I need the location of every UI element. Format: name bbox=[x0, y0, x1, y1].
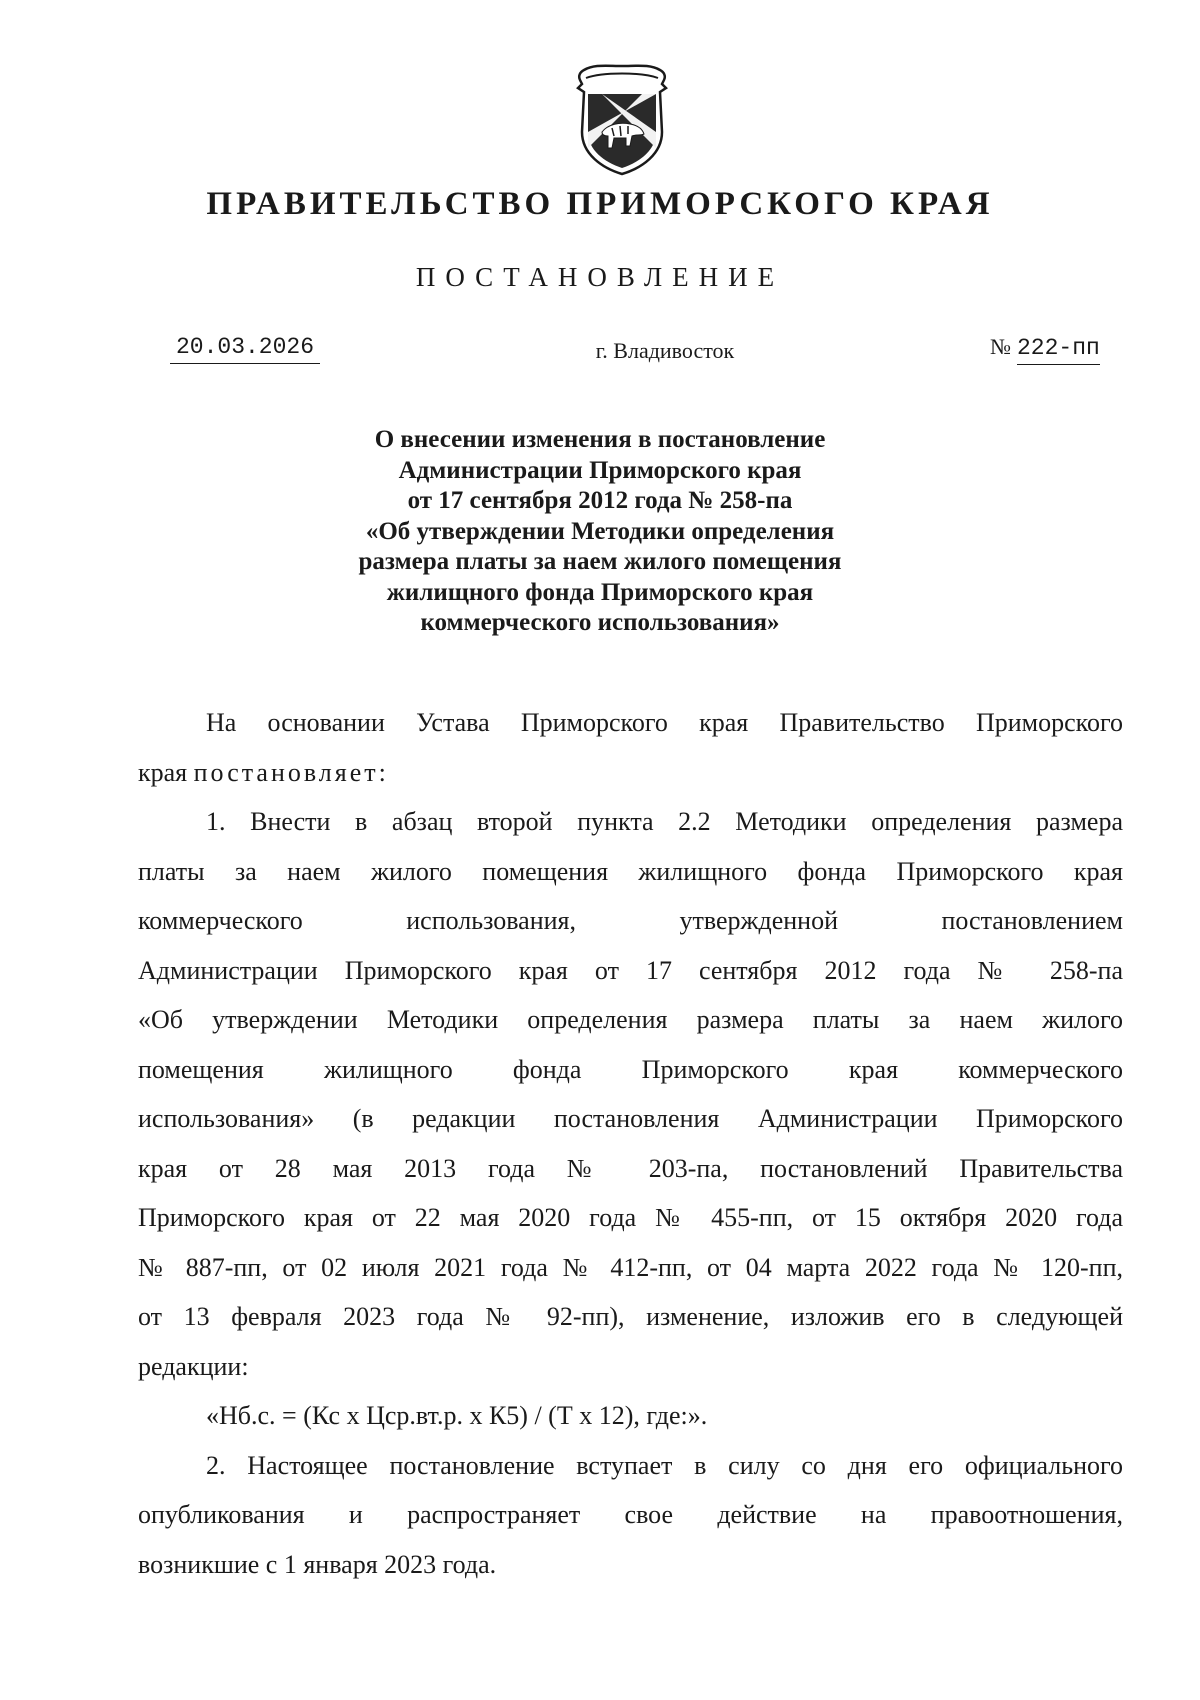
item-1-line: коммерческого использования, утвержденной постановлением bbox=[138, 906, 1123, 935]
subject-line: от 17 сентября 2012 года № 258-па bbox=[407, 487, 793, 514]
subject-line: О внесении изменения в постановление bbox=[374, 426, 826, 453]
item-1-line: «Об утверждении Методики определения размера платы за наем жилого bbox=[138, 1005, 1123, 1034]
item-2-line: возникшие с 1 января 2023 года. bbox=[138, 1549, 497, 1579]
coat-of-arms-emblem bbox=[572, 62, 672, 178]
item-1-line: Администрации Приморского края от 17 сентября 2012 года № 258-па bbox=[138, 955, 1123, 985]
item-1-line: № 887-пп, от 02 июля 2021 года № 412-пп, от 04 марта 2022 года № 120-пп, bbox=[138, 1252, 1123, 1282]
operative-word: постановляет: bbox=[193, 757, 389, 787]
number-sign: № bbox=[990, 334, 1011, 359]
subject-line: размера платы за наем жилого помещения bbox=[358, 548, 842, 575]
item-2-line: опубликования и распространяет свое действие на правоотношения, bbox=[138, 1500, 1123, 1529]
subject-line: «Об утверждении Методики определения bbox=[365, 517, 835, 545]
decree-body bbox=[138, 698, 1123, 1589]
item-1-line: 1. Внести в абзац второй пункта 2.2 Методики определения размера bbox=[206, 807, 1123, 836]
decree-subject bbox=[300, 425, 900, 639]
subject-line: коммерческого использования» bbox=[420, 609, 780, 636]
item-1-line: края от 28 мая 2013 года № 203-па, постановлений Правительства bbox=[138, 1153, 1123, 1183]
item-1-line: использования» (в редакции постановления Администрации Приморского bbox=[138, 1104, 1123, 1133]
item-2-line: 2. Настоящее постановление вступает в силу со дня его официального bbox=[206, 1450, 1123, 1480]
formula-line: «Нб.с. = (Кс х Цср.вт.р. х К5) / (Т х 12), где:». bbox=[206, 1401, 708, 1430]
item-1-line: платы за наем жилого помещения жилищного фонда Приморского края bbox=[138, 856, 1123, 886]
item-1-line: редакции: bbox=[138, 1351, 249, 1381]
subject-line: жилищного фонда Приморского края bbox=[386, 578, 814, 606]
document-type-heading: ПОСТАНОВЛЕНИЕ bbox=[415, 262, 785, 292]
decree-number bbox=[990, 334, 1100, 361]
decree-date: 20.03.2026 bbox=[170, 334, 320, 364]
item-1-line: от 13 февраля 2023 года № 92-пп), изменение, изложив его в следующей bbox=[138, 1302, 1123, 1331]
preamble-word: края bbox=[138, 757, 188, 787]
government-title: ПРАВИТЕЛЬСТВО ПРИМОРСКОГО КРАЯ bbox=[206, 186, 994, 222]
preamble-line bbox=[138, 748, 1123, 798]
item-1-line: Приморского края от 22 мая 2020 года № 455-пп, от 15 октября 2020 года bbox=[138, 1203, 1123, 1232]
item-1-line: помещения жилищного фонда Приморского края коммерческого bbox=[138, 1054, 1123, 1084]
subject-line: Администрации Приморского края bbox=[398, 456, 802, 484]
preamble-line: На основании Устава Приморского края Правительство Приморского bbox=[206, 708, 1123, 737]
decree-city: г. Владивосток bbox=[595, 338, 735, 363]
number-value: 222-пп bbox=[1017, 335, 1100, 365]
